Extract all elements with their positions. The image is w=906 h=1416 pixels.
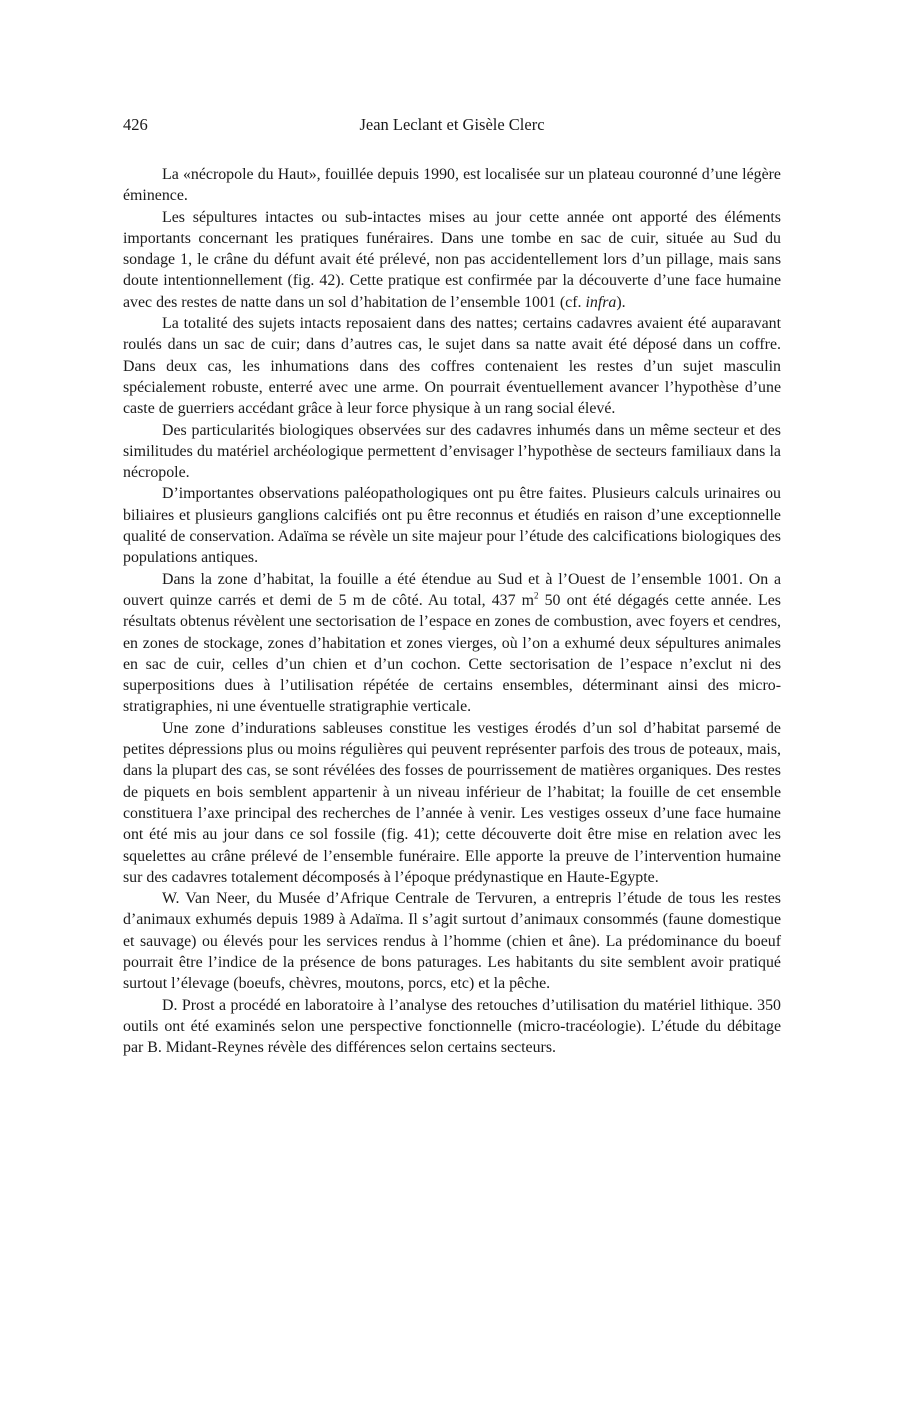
- superscript: 2: [534, 590, 539, 601]
- running-header-authors: Jean Leclant et Gisèle Clerc: [359, 115, 545, 134]
- paragraph-necropole-intro: La «nécropole du Haut», fouillée depuis 1990, est localisée sur un plateau couronné d’une légère éminence.: [123, 166, 781, 205]
- paragraph-zone-habitat: [123, 569, 781, 718]
- paragraph-text: 50 ont été dégagés cette année. Les résultats obtenus révèlent une sectorisation de l’espace en zones de combustion, avec foyers et cendres, en zones de stockage, zones d’habitation et zones vierges, où l’on a exhumé deux sépultures animales en sac de cuir, celles d’un chien et d’un cochon. Cette sectorisation de l’espace n’exclut ni des superpositions dues à l’utilisation répétée de certains ensembles, déterminant ainsi des micro-stratigraphies, ni une éventuelle stratigraphie verticale.: [123, 591, 781, 716]
- paragraph-prost: D. Prost a procédé en laboratoire à l’analyse des retouches d’utilisation du matériel lithique. 350 outils ont été examinés selon une perspective fonctionnelle (micro-tracéologie). L’étude du débitage par B. Midant-Reynes révèle des différences selon certains secteurs.: [123, 996, 781, 1057]
- paragraph-paleopathologie: D’importantes observations paléopathologiques ont pu être faites. Plusieurs calculs urinaires ou biliaires et plusieurs ganglions calcifiés ont pu être reconnus et étudiés en raison d’une exceptionnelle qualité de conservation. Adaïma se révèle un site majeur pour l’étude des calcifications biologiques des populations antiques.: [123, 485, 781, 567]
- paragraph-particularites: Des particularités biologiques observées sur des cadavres inhumés dans un même secteur et des similitudes du matériel archéologique permettent d’envisager l’hypothèse de secteurs familiaux dans la nécropole.: [123, 421, 781, 482]
- italic-term: infra: [585, 293, 617, 311]
- running-header: [123, 112, 781, 138]
- paragraph-van-neer: W. Van Neer, du Musée d’Afrique Centrale de Tervuren, a entrepris l’étude de tous les restes d’animaux exhumés depuis 1989 à Adaïma. Il s’agit surtout d’animaux consommés (faune domestique et sauvage) ou élevés pour les services rendus à l’homme (chien et âne). La prédominance du boeuf pourrait être l’indice de la présence de bons paturages. Les habitants du site semblent avoir pratiqué surtout l’élevage (boeufs, chèvres, moutons, porcs, etc) et la pêche.: [123, 890, 781, 993]
- paragraph-nattes: La totalité des sujets intacts reposaient dans des nattes; certains cadavres avaient été auparavant roulés dans un sac de cuir; dans d’autres cas, le sujet dans sa natte avait été déposé dans un coffre. Dans deux cas, les inhumations dans des coffres contenaient les restes d’un sujet masculin spécialement robuste, enterré avec une arme. On pourrait éventuellement avancer l’hypothèse d’une caste de guerriers accédant grâce à leur force physique à un rang social élevé.: [123, 315, 781, 418]
- paragraph-text: ).: [616, 293, 626, 311]
- page-number: 426: [123, 115, 148, 134]
- paragraph-text: Les sépultures intactes ou sub-intactes mises au jour cette année ont apporté des éléments importants concernant les pratiques funéraires. Dans une tombe en sac de cuir, située au Sud du sondage 1, le crâne du défunt avait été prélevé, non pas accidentellement lors d’un pillage, mais sans doute intentionnellement (fig. 42). Cette pratique est confirmée par la découverte d’une face humaine avec des restes de natte dans un sol d’habitation de l’ensemble 1001 (cf.: [123, 208, 781, 311]
- body-text: [123, 164, 781, 1058]
- document-page: [123, 112, 781, 1058]
- paragraph-sepultures: [123, 207, 781, 313]
- paragraph-text: Dans la zone d’habitat, la fouille a été étendue au Sud et à l’Ouest de l’ensemble 1001. On a ouvert quinze carrés et demi de 5 m de côté. Au total, 437 m: [123, 570, 781, 609]
- paragraph-indurations: Une zone d’indurations sableuses constitue les vestiges érodés d’un sol d’habitat parsemé de petites dépressions plus ou moins régulières qui peuvent représenter parfois des trous de poteaux, mais, dans la plupart des cas, se sont révélées des fosses de pourrissement de matières organiques. Des restes de piquets en bois semblent appartenir à un niveau inférieur de l’habitat; la fouille de cet ensemble constituera l’axe principal des recherches de l’année à venir. Les vestiges osseux d’une face humaine ont été mis au jour dans ce sol fossile (fig. 41); cette découverte doit être mise en relation avec les squelettes au crâne prélevé de l’ensemble funéraire. Elle apporte la preuve de l’intervention humaine sur des cadavres totalement décomposés à l’époque prédynastique en Haute-Egypte.: [123, 719, 781, 886]
